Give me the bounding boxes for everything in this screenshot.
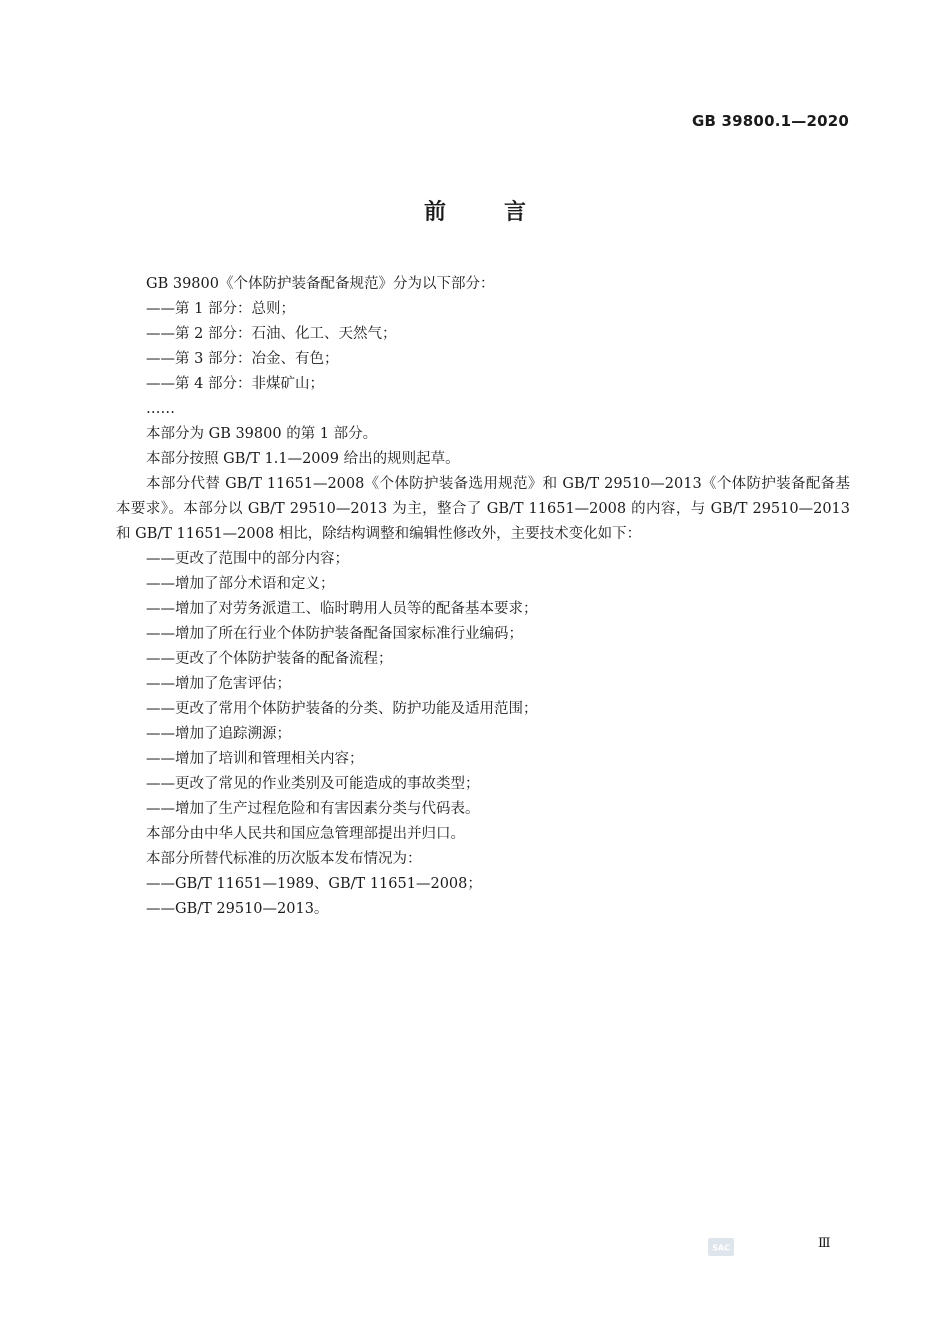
- foreword-body: [116, 272, 850, 922]
- change-item: ——增加了对劳务派遣工、临时聘用人员等的配备基本要求；: [146, 601, 538, 617]
- paragraph-replacement: 本部分代替 GB/T 11651—2008《个体防护装备选用规范》和 GB/T 29510—2013《个体防护装备配备基本要求》。本部分以 GB/T 29510—2013 为主，整合了 GB/T 11651—2008 的内容，与 GB/T 29510—2013 和 GB/T 11651—2008 相比，除结构调整和编辑性修改外，主要技术变化如下：: [116, 476, 850, 542]
- change-item: ——更改了范围中的部分内容；: [146, 551, 349, 567]
- page-title: 前言: [423, 200, 584, 225]
- change-item: ——增加了生产过程危险和有害因素分类与代码表。: [146, 801, 480, 817]
- paragraph-drafting-rules: 本部分按照 GB/T 1.1—2009 给出的规则起草。: [146, 451, 460, 467]
- standard-code: GB 39800.1—2020: [691, 112, 849, 130]
- paragraph-parts-intro: GB 39800《个体防护装备配备规范》分为以下部分：: [146, 276, 495, 292]
- list-item-part-3: ——第 3 部分：冶金、有色；: [146, 351, 339, 367]
- list-ellipsis: ……: [146, 401, 175, 417]
- list-item-part-1: ——第 1 部分：总则；: [146, 301, 295, 317]
- list-item-part-4: ——第 4 部分：非煤矿山；: [146, 376, 324, 392]
- change-item: ——更改了常用个体防护装备的分类、防护功能及适用范围；: [146, 701, 538, 717]
- history-item: ——GB/T 11651—1989、GB/T 11651—2008；: [146, 876, 482, 892]
- paragraph-history-intro: 本部分所替代标准的历次版本发布情况为：: [146, 851, 422, 867]
- paragraph-proposer: 本部分由中华人民共和国应急管理部提出并归口。: [146, 826, 465, 842]
- change-item: ——更改了常见的作业类别及可能造成的事故类型；: [146, 776, 480, 792]
- change-item: ——增加了危害评估；: [146, 676, 291, 692]
- change-item: ——更改了个体防护装备的配备流程；: [146, 651, 393, 667]
- list-item-part-2: ——第 2 部分：石油、化工、天然气；: [146, 326, 397, 342]
- history-item: ——GB/T 29510—2013。: [146, 901, 329, 917]
- change-item: ——增加了培训和管理相关内容；: [146, 751, 364, 767]
- paragraph-this-part: 本部分为 GB 39800 的第 1 部分。: [146, 426, 378, 442]
- change-item: ——增加了部分术语和定义；: [146, 576, 335, 592]
- change-item: ——增加了追踪溯源；: [146, 726, 291, 742]
- change-item: ——增加了所在行业个体防护装备配备国家标准行业编码；: [146, 626, 523, 642]
- sac-logo: [707, 1236, 735, 1258]
- page-number: Ⅲ: [818, 1236, 831, 1251]
- sac-logo-text: SAC: [712, 1243, 730, 1253]
